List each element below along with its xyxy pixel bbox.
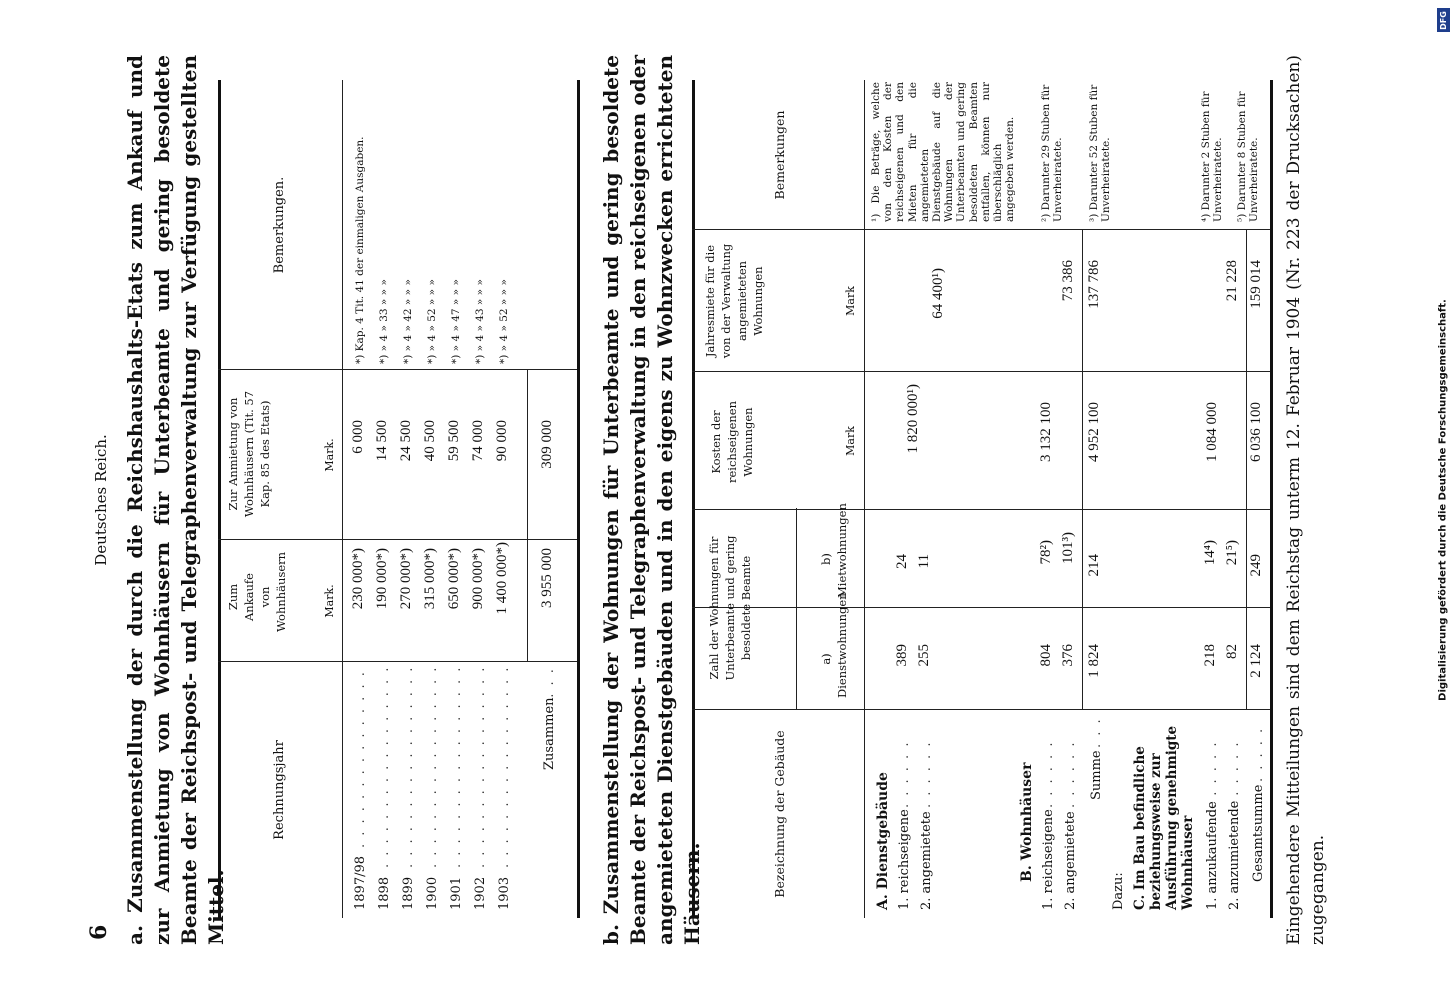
grand-total-rule (1246, 230, 1247, 710)
leader-dots: . . . . (542, 667, 557, 710)
section-b-title: b. Zusammenstellung der Wohnungen für Unterbeamte und gering besoldete Beamte der Reichspost- und Telegraphenverwaltung in den reichseigenen oder angemieteten Dienstgebäuden und in den eigens zu Wohnzwecken errichteten Häusern. (599, 55, 704, 945)
footnote-5: ⁵) Darunter 8 Stuben für Unverheiratete. (1236, 91, 1261, 222)
col-header-remarks: Bemerkungen (772, 110, 787, 200)
col-header-rental: b) Mietwohnungen (819, 503, 849, 598)
table-a-total-rule (527, 370, 528, 662)
year-cell: 1903 (497, 876, 512, 910)
leader-dots: . . . . . . (897, 740, 912, 808)
group-a-annual-rent: 64 400¹) (930, 268, 946, 319)
remark-cell: *) » 4 » 47 » » » (450, 279, 462, 364)
table-a-header-rule (342, 80, 343, 918)
service-cell: 255 (916, 644, 932, 667)
table-b-header-rule (864, 80, 865, 918)
annual-rent-cell: 73 386 (1060, 260, 1076, 302)
table-b-subheader-rule (796, 508, 797, 710)
table-a-top-rule (218, 80, 221, 918)
year-cell: 1901 (449, 876, 464, 910)
total-label: Zusammen (542, 697, 557, 770)
dfg-logo-icon (1437, 8, 1450, 32)
table-a-col-divider (218, 539, 577, 540)
rental-cell: 14⁴) (1202, 540, 1218, 566)
rent-cell: 90 000 (494, 420, 510, 462)
footnote-4: ⁴) Darunter 2 Stuben für Unverheiratete. (1200, 91, 1225, 222)
rent-cell: 74 000 (470, 420, 486, 462)
rent-cell: 24 500 (398, 420, 414, 462)
rental-cell: 21⁵) (1224, 540, 1240, 566)
sum-annual-rent: 137 786 (1086, 260, 1102, 309)
leader-dots: . . . . . . . . . . . . . . . (353, 670, 368, 848)
year-cell: 1899 (401, 876, 416, 910)
grand-total-rental: 249 (1248, 554, 1264, 577)
grand-total-costs: 6 036 100 (1248, 402, 1264, 462)
leader-dots: . . . . . . . . . . . . . . . . . (497, 665, 512, 868)
purchase-cell: 900 000*) (470, 548, 486, 610)
total-purchase: 3 955 000 (539, 548, 555, 608)
leader-dots: . . . . . . . . . . . . . . . . . (425, 665, 440, 868)
sum-service: 1 824 (1086, 644, 1102, 678)
rental-cell: 101³) (1060, 532, 1076, 564)
col-header-costs-unit: Mark (844, 426, 857, 456)
rent-cell: 59 500 (446, 420, 462, 462)
footnote-2: ²) Darunter 29 Stuben für Unverheiratete. (1040, 84, 1065, 222)
year-cell: 1897/98 (353, 855, 368, 910)
table-a-bottom-rule (577, 80, 580, 918)
row-label: 2. angemietete (1063, 811, 1078, 910)
table-b-top-rule (692, 80, 695, 918)
row-label: 2. anzumietende (1227, 800, 1242, 910)
running-head: Deutsches Reich. (92, 434, 110, 566)
remark-cell: *) » 4 » 42 » » » (402, 279, 414, 364)
purchase-cell: 315 000*) (422, 548, 438, 610)
group-a-heading: A. Dienstgebäude (875, 772, 891, 910)
year-cell: 1902 (473, 876, 488, 910)
footer-text: Eingehendere Mitteilungen sind dem Reichstag unterm 12. Februar 1904 (Nr. 223 der Drucksachen) zugegangen. (1284, 55, 1328, 945)
rent-cell: 6 000 (350, 420, 366, 454)
service-cell: 389 (894, 644, 910, 667)
remark-cell: *) » 4 » 33 » » » (378, 279, 390, 364)
rental-cell: 11 (916, 554, 932, 569)
section-a-title: a. Zusammenstellung der durch die Reichshaushalts-Etats zum Ankauf und zur Anmietung von Wohnhäusern für Unterbeamte und gering besoldete Beamte der Reichspost- und Telegraphenverwaltung zur Verfügung gestellten Mittel. (123, 55, 228, 945)
col-header-count-group: Zahl der Wohnungen für Unterbeamte und gering besoldete Beamte (707, 535, 753, 681)
table-b-bottom-rule (1270, 80, 1273, 918)
leader-dots: . . . . . . (919, 740, 934, 808)
leader-dots: . . . (1089, 717, 1104, 748)
rent-cell: 14 500 (374, 420, 390, 462)
group-c-annual-rent: 21 228 (1224, 260, 1240, 302)
year-cell: 1900 (425, 876, 440, 910)
service-cell: 376 (1060, 644, 1076, 667)
remark-cell: *) » 4 » 43 » » » (474, 279, 486, 364)
leader-dots: . . . . . . . . . . . . . . . . . (401, 665, 416, 868)
table-b-col-divider (692, 509, 1270, 510)
service-cell: 82 (1224, 644, 1240, 659)
digitization-note: Digitalisierung gefördert durch die Deutsche Forschungsgemeinschaft. (1437, 299, 1449, 701)
leader-dots: . . . . . . (1063, 740, 1078, 808)
service-cell: 218 (1202, 644, 1218, 667)
dazu-label: Dazu: (1111, 872, 1126, 910)
leader-dots: . . . . . . . . . . . . . . . . . (473, 665, 488, 868)
leader-dots: . . . . . . . . . . . . . . . . . (449, 665, 464, 868)
col-header-rent-unit: Mark. (323, 438, 336, 472)
col-header-purchase-unit: Mark. (323, 584, 336, 618)
leader-dots: . . . . . . (1227, 740, 1242, 808)
group-a-costs: 1 820 000¹) (905, 384, 921, 454)
rental-cell: 78²) (1038, 540, 1054, 565)
row-label: 1. anzukaufende (1205, 801, 1220, 910)
col-header-service: a) Dienstwohnungen (819, 592, 849, 698)
col-header-purchase: Zum Ankaufe von Wohnhäusern (226, 551, 288, 632)
sum-rental: 214 (1086, 554, 1102, 577)
col-header-annual-unit: Mark (844, 286, 857, 316)
row-label: 1. reichseigene (1041, 809, 1056, 910)
leader-dots: . . . . . (1251, 726, 1266, 782)
col-header-annual-rent: Jahresmiete für die von der Verwaltung angemieteten Wohnungen (703, 243, 765, 359)
table-b-col-divider (692, 371, 1270, 372)
sum-rule (1082, 230, 1083, 710)
grand-total-annual-rent: 159 014 (1248, 260, 1264, 309)
purchase-cell: 1 400 000*) (494, 542, 510, 615)
page-number: 6 (86, 924, 112, 940)
rental-cell: 24 (894, 554, 910, 569)
group-b-heading: B. Wohnhäuser (1019, 762, 1035, 882)
sum-label: Summe (1089, 750, 1104, 800)
col-header-costs: Kosten der reichseigenen Wohnungen (709, 401, 755, 483)
purchase-cell: 270 000*) (398, 548, 414, 610)
dfg-logo-text: DFG (1439, 10, 1449, 30)
table-b-col-divider (692, 607, 1270, 608)
col-header-rent: Zur Anmietung von Wohnhäusern (Tit. 57 Kap. 85 des Etats) (226, 390, 272, 518)
grand-total-service: 2 124 (1248, 644, 1264, 678)
col-header-designation: Bezeichnung der Gebäude (772, 730, 787, 898)
group-c-costs: 1 084 000 (1204, 402, 1220, 462)
remark-cell: *) » 4 » 52 » » » (498, 279, 510, 364)
leader-dots: . . . . . . (1041, 740, 1056, 808)
purchase-cell: 650 000*) (446, 548, 462, 610)
col-header-remarks: Bemerkungen. (272, 176, 287, 274)
year-cell: 1898 (377, 876, 392, 910)
rent-cell: 40 500 (422, 420, 438, 462)
sum-costs: 4 952 100 (1086, 402, 1102, 462)
footnote-3: ³) Darunter 52 Stuben für Unverheiratete. (1088, 84, 1113, 222)
group-c-heading: C. Im Bau befindliche beziehungsweise zur Ausführung genehmigte Wohnhäuser (1132, 725, 1196, 910)
total-rent: 309 000 (539, 420, 555, 469)
leader-dots: . . . . . . (1205, 740, 1220, 808)
grand-total-label: Gesamtsumme (1251, 784, 1266, 882)
col-header-year: Rechnungsjahr (272, 740, 287, 840)
service-cell: 804 (1038, 644, 1054, 667)
purchase-cell: 230 000*) (350, 548, 366, 610)
remark-cell: *) Kap. 4 Tit. 41 der einmaligen Ausgaben. (354, 136, 366, 364)
row-label: 1. reichseigene (897, 809, 912, 910)
row-label: 2. angemietete (919, 811, 934, 910)
footnote-1: ¹) Die Beträge, welche von den Kosten der reichseigenen und den Mieten für die angemieteten Dienstgebäude auf die Wohnungen der Unterbeamten und gering besoldeten Beamten entfallen, können nur überschläglich angegeben werden. (870, 82, 1017, 222)
remark-cell: *) » 4 » 52 » » » (426, 279, 438, 364)
leader-dots: . . . . . . . . . . . . . . . . . (377, 665, 392, 868)
costs-cell: 3 132 100 (1038, 402, 1054, 462)
purchase-cell: 190 000*) (374, 548, 390, 610)
